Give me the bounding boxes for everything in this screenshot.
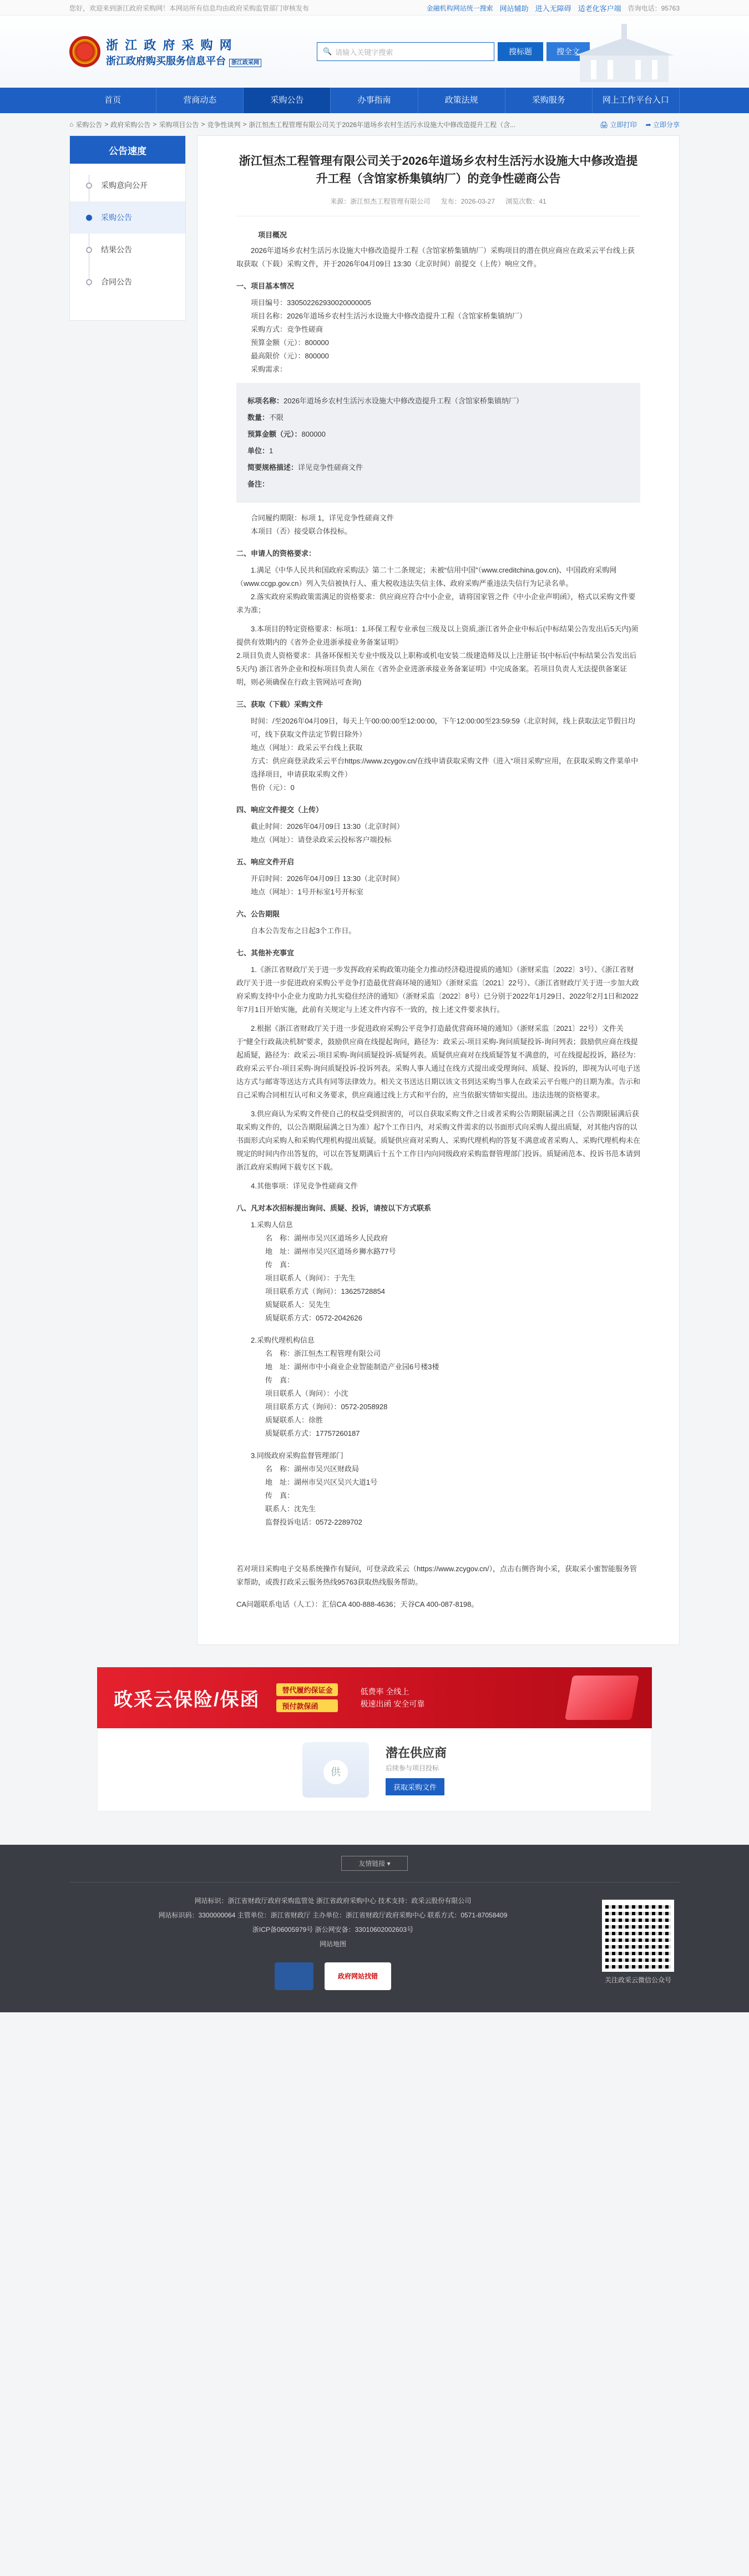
- site-error-report-badge[interactable]: 政府网站找错: [325, 1962, 391, 1990]
- timeline-dot-icon: [86, 279, 92, 285]
- sitemap-link[interactable]: 网站地图: [319, 1940, 346, 1948]
- search-placeholder: 请输入关键字搜索: [335, 48, 393, 57]
- sidebar-item-procurement[interactable]: 采购公告: [70, 201, 185, 234]
- sidebar-item-contract[interactable]: 合同公告: [70, 266, 185, 298]
- ad-tag: 预付款保函: [276, 1699, 338, 1712]
- contact-purchaser: 1.采购人信息 名 称：湖州市吴兴区道场乡人民政府 地 址：湖州市吴兴区道场乡狮水路77号 传 真： 项目联系人（询问）：于先生 项目联系方式（询问）：13625728854 质疑联系人：吴先生 质疑联系方式：0572-2042626: [251, 1221, 396, 1322]
- link-unified-search[interactable]: 金融机构网站统一搜索: [426, 4, 493, 12]
- search-bar: [317, 42, 590, 61]
- ad-brand: 政采云保险/保函: [114, 1689, 260, 1710]
- article-views: 浏览次数：41: [505, 198, 546, 205]
- nav-home[interactable]: 首页: [69, 88, 156, 113]
- insurance-ad-banner[interactable]: [97, 1667, 652, 1728]
- link-elderly-client[interactable]: 适老化客户端: [578, 4, 621, 13]
- footer-line: 网站标识：浙江省财政厅政府采购监管处 浙江省政府采购中心 技术支持：政采云股份有限公司: [194, 1897, 472, 1905]
- contact-agency: 2.采购代理机构信息 名 称：浙江恒杰工程管理有限公司 地 址：湖州市中小商业企业智能制造产业园6号楼3楼 传 真： 项目联系人（询问）：小沈 项目联系方式（询问）：0572-2058928 质疑联系人：徐胜 质疑联系方式：17757260187: [251, 1336, 439, 1438]
- article-source: 来源：浙江恒杰工程管理有限公司: [330, 198, 431, 205]
- search-title-button[interactable]: 搜标题: [498, 42, 543, 61]
- supplier-illustration-icon: [302, 1742, 369, 1798]
- section-contract-info: 合同履约期限：标项 1，详见竞争性磋商文件 本项目（否）接受联合体投标。: [251, 514, 394, 535]
- chevron-down-icon: ▾: [387, 1860, 391, 1868]
- site-logo[interactable]: [69, 36, 261, 68]
- print-button[interactable]: 🖨 立即打印: [600, 120, 637, 129]
- ca-contact: CA问题联系电话（人工）：汇信CA 400-888-4636；天谷CA 400-087-8198。: [236, 1600, 479, 1608]
- search-input[interactable]: [317, 42, 494, 61]
- contact-supervisor: 3.同级政府采购监督管理部门 名 称：湖州市吴兴区财政局 地 址：湖州市吴兴区吴兴大道1号 传 真： 联系人：沈先生 监督投诉电话：0572-2289702: [251, 1451, 378, 1526]
- ad-slogan: 低费率 全线上: [360, 1687, 409, 1696]
- get-documents-button[interactable]: 获取采购文件: [386, 1778, 444, 1795]
- section-title: 六、公告期限: [236, 910, 280, 918]
- footer-line: 网站标识码：3300000064 主管单位：浙江省财政厅 主办单位：浙江省财政厅政府采购中心 联系方式：0571-87058409: [158, 1911, 508, 1919]
- breadcrumb: ⌂ 采购公告 > 政府采购公告 > 采购项目公告 > 竞争性谈判 > 浙江恒杰工程管理有限公司关于2026年道场乡农村生活污水设施大中修改造提升工程（含... 🖨 立即打印 ➦ 立即分享: [69, 120, 680, 129]
- ad-slogan: 极速出函 安全可靠: [360, 1699, 425, 1708]
- sidebar-item-intent[interactable]: 采购意向公开: [70, 169, 185, 201]
- breadcrumb-item[interactable]: 采购公告: [75, 120, 103, 129]
- section-title: 三、获取（下载）采购文件: [236, 700, 323, 708]
- gov-emblem-icon[interactable]: [275, 1962, 313, 1990]
- logo-title: 浙 江 政 府 采 购 网: [106, 38, 234, 52]
- footer-line: 浙ICP备06005979号 浙公网安备：33010602002603号: [252, 1926, 414, 1934]
- section-basic-info: 项目编号：330502262930020000005 项目名称：2026年道场乡农村生活污水设施大中修改造提升工程（含馆家桥集镇纳厂） 采购方式：竞争性磋商 预算金额（元）：800000 最高限价（元）：800000 采购需求：: [251, 298, 527, 373]
- section-title: 八、凡对本次招标提出询问、质疑、投诉，请按以下方式联系: [236, 1204, 432, 1212]
- link-accessibility-help[interactable]: 网站辅助: [499, 4, 529, 13]
- nav-business-news[interactable]: 营商动态: [156, 88, 244, 113]
- section-title: 五、响应文件开启: [236, 858, 295, 866]
- link-barrier-free[interactable]: 进入无障碍: [535, 4, 571, 13]
- friend-links-select[interactable]: 友情链接 ▾: [341, 1856, 407, 1871]
- overview-text: 2026年道场乡农村生活污水设施大中修改造提升工程（含馆家桥集镇纳厂）采购项目的潜在供应商应在政采云平台线上获取获取（下载）采购文件，并于2026年04月09日 13:30（北京时间）前提交（上传）响应文件。: [236, 246, 635, 268]
- breadcrumb-item[interactable]: 竞争性谈判: [207, 120, 241, 129]
- sidebar: [69, 135, 186, 321]
- home-icon[interactable]: ⌂: [69, 120, 74, 128]
- hotline-text: 咨询电话：95763: [627, 4, 680, 12]
- site-footer: [0, 1845, 749, 2012]
- supplier-title: 潜在供应商: [385, 1746, 447, 1760]
- article-title: 浙江恒杰工程管理有限公司关于2026年道场乡农村生活污水设施大中修改造提升工程（含馆家桥集镇纳厂）的竞争性磋商公告: [239, 155, 638, 185]
- qr-code-icon: [602, 1900, 674, 1972]
- breadcrumb-item[interactable]: 采购项目公告: [159, 120, 199, 129]
- section-title: 四、响应文件提交（上传）: [236, 806, 323, 814]
- sidebar-item-result[interactable]: 结果公告: [70, 234, 185, 266]
- breadcrumb-item[interactable]: 政府采购公告: [110, 120, 151, 129]
- ad-tag: 替代履约保证金: [276, 1683, 338, 1696]
- sidebar-title: 公告速度: [70, 136, 185, 164]
- national-emblem-icon: [69, 36, 100, 67]
- share-button[interactable]: ➦ 立即分享: [645, 120, 680, 129]
- ad-illustration-icon: [565, 1676, 639, 1720]
- search-icon: 🔍: [323, 47, 332, 55]
- overview-title: 项目概况: [258, 231, 287, 239]
- top-bar: [0, 0, 749, 16]
- section-title: 二、申请人的资格要求：: [236, 549, 316, 558]
- logo-badge: 浙江政采网: [229, 59, 261, 67]
- requirement-box: 标项名称：2026年道场乡农村生活污水设施大中修改造提升工程（含馆家桥集镇纳厂） 数量：不限 预算金额（元）：800000 单位：1 简要规格描述：详见竞争性磋商文件 备注：: [236, 383, 640, 503]
- supplier-panel: [97, 1728, 652, 1811]
- nav-service-guide[interactable]: 办事指南: [331, 88, 418, 113]
- nav-work-platform[interactable]: 网上工作平台入口: [593, 88, 680, 113]
- timeline-dot-icon: [86, 215, 92, 221]
- closing-note: 若对项目采购电子交易系统操作有疑问，可登录政采云（https://www.zcygov.cn/），点击右侧咨询小采，获取采小蜜智能服务管家帮助，或拨打政采云服务热线95763获取热线服务帮助。: [236, 1565, 637, 1586]
- main-content: [69, 135, 680, 1645]
- supplier-subtitle: 后续参与项目投标: [385, 1764, 439, 1772]
- timeline-dot-icon: [86, 247, 92, 253]
- building-illustration-icon: [569, 21, 680, 82]
- article-date: 发布：2026-03-27: [441, 198, 495, 205]
- welcome-text: 您好，欢迎来到浙江政府采购网！本网站所有信息均由政府采购监管部门审核发布: [69, 4, 310, 12]
- main-nav: [0, 88, 749, 113]
- breadcrumb-current: 浙江恒杰工程管理有限公司关于2026年道场乡农村生活污水设施大中修改造提升工程（含...: [249, 120, 516, 129]
- section-title: 七、其他补充事宜: [236, 949, 295, 957]
- article: 浙江恒杰工程管理有限公司关于2026年道场乡农村生活污水设施大中修改造提升工程（含馆家桥集镇纳厂）的竞争性磋商公告 来源：浙江恒杰工程管理有限公司 发布：2026-03-27 浏览次数：41 项目概况 2026年道场乡农村生活污水设施大中修改造提升工程（含馆家桥集镇纳厂）采购项目的潜在供应商应在政采云平台线上获取获取（下载）采购文件，并于2026年04月09日 13:30（北京时间）前提交（上传）响应文件。 一、项目基本情况 项目编号：330502262930020000005 项目名称：2026年道场乡农村生活污水设施大中修改造提升工程（含馆家桥集镇纳厂） 采购方式：竞争性磋商 预算金额（元）：800000 最高限价（元）：800000 采购需求： 标项名称：2026年道场乡农村生活污水设施大中修改造提升工程（含馆家桥集镇纳厂） 数量：不限 预算金额（元）：800000 单位：1 简要规格描述：详见竞争性磋商文件 备注： 合同履约期限：标项 1，详见竞争性磋商文件 本项目（否）接受联合体投标。 二、申请人的资格要求： 1.满足《中华人民共和国政府采购法》第二十二条规定；未被“信用中国”（www.creditchina.gov.cn)、中国政府采购网（www.ccgp.gov.cn）列入失信被执行人、重大税收违法失信主体、政府采购严重违法失信行为记录名单。 2.落实政府采购政策需满足的资格要求：供应商应符合中小企业，请将国家管之件《中小企业声明函》，格式以采购文件要求为准； 3.本项目的特定资格要求：标项1：1.环保工程专业承包三级及以上资质,浙江省外企业中标后(中标结果公告发出后5天内)须提供有效期内的《省外企业进浙承接业务备案证明》 2.项目负责人资格要求：具备环保相关专业中级及以上职称或机电安装二级建造师及以上注册证书(中标后(中标结果公告发出后5天内) 浙江省外企业和投标项目负责人须在《省外企业进浙承接业务备案证明》中完成备案。若项目负责人无法提供备案证明，则必须确保在行政主管网站可查询) 三、获取（下载）采购文件 时间：/至2026年04月09日，每天上午00:00:00至12:00:00，下午12:00:00至23:59:59（北京时间，线上获取法定节假日均可，线下获取文件法定节假日除外） 地点（网址）：政采云平台线上获取 方式：供应商登录政采云平台https://www.zcygov.cn/在线申请获取采购文件（进入“项目采购”应用，在获取采购文件菜单中选择项目，申请获取采购文件） 售价（元）：0 四、响应文件提交（上传） 截止时间：2026年04月09日 13:30（北京时间） 地点（网址）：请登录政采云投标客户端投标 五、响应文件开启 开启时间：2026年04月09日 13:30（北京时间） 地点（网址）：1号开标室1号开标室 六、公告期限 自本公告发布之日起3个工作日。 七、其他补充事宜 1.《浙江省财政厅关于进一步发挥政府采购政策功能全力推动经济稳进提质的通知》（浙财采监〔2022〕3号）、《浙江省财政厅关于进一步促进政府采购公平竞争打造最优营商环境的通知》（浙财采监〔2021〕22号）、《浙江省财政厅关于进一步加大政府采购支持中小企业力度助力扎实稳住经济的通知》（浙财采监〔2022〕8号）已分别于2022年1月29日、2022年2月1日和2022年7月1日开始实施，此前有关规定与上述文件内容不一致的，按上述文件要求执行。 2.根据《浙江省财政厅关于进一步促进政府采购公平竞争打造最优营商环境的通知》（浙财采监〔2021〕22号）文件关于“健全行政裁决机制”要求，鼓励供应商在线提起询问，路径为：政采云-项目采购-询问质疑投诉-询问列表；鼓励供应商在线提起质疑，路径为：政采云-项目采购-询问质疑投诉-质疑列表。质疑供应商对在线质疑答复不满意的，可在线提起投诉，路径为：政府采云平台-项目采购-询问质疑投诉-投诉列表。采购人事人通过在线方式提出或受理询问、质疑、投诉的，即视为认可电子送达方式与邮寄等送达方式具有同等法律效力。相关文书送达日期以该文书到达采购当事人在政采云平台账户的日期为准。告示和自己采购合同相互认可和义务要求，供应商通过线上方式和平台的，应当依据实情如实提出。违法违规的资格要求。 3.供应商认为采购文件使自己的权益受到损害的，可以自获取采购文件之日或者采购公告期限届满之日（公告期限届满后获取采购文件的，以公告期限届满之日为准）起7个工作日内，对采购文件需求的以书面形式向采购人提出质疑，对其他内容的以书面形式向采购人和采购代理机构提出质疑。质疑供应商对采购人、采购代理机构的答复不满意或者采购人、采购代理机构未在规定的时间内作出答复的，可以在答复期满后十五个工作日内向同级政府采购监督管理部门投诉。质疑函范本、投诉书范本请到浙江政府采购网下载专区下载。 4.其他事项：详见竞争性磋商文件 八、凡对本次招标提出询问、质疑、投诉，请按以下方式联系 1.采购人信息 名 称：湖州市吴兴区道场乡人民政府 地 址：湖州市吴兴区道场乡狮水路77号 传 真： 项目联系人（询问）：于先生 项目联系方式（询问）：13625728854 质疑联系人：吴先生 质疑联系方式：0572-2042626 2.采购代理机构信息 名 称：浙江恒杰工程管理有限公司 地 址：湖州市中小商业企业智能制造产业园6号楼3楼 传 真： 项目联系人（询问）：小沈 项目联系方式（询问）：0572-2058928 质疑联系人：徐胜 质疑联系方式：17757260187 3.同级政府采购监督管理部门 名 称：湖州市吴兴区财政局 地 址：湖州市吴兴区吴兴大道1号 传 真： 联系人：沈先生 监督投诉电话：0572-2289702 若对项目采购电子交易系统操作有疑问，可登录政采云（https://www.zcygov.cn/），点击右侧咨询小采，获取采小蜜智能服务管家帮助，或拨打政采云服务热线95763获取热线服务帮助。 CA问题联系电话（人工）：汇信CA 400-888-4636；天谷CA 400-087-8198。: [197, 135, 680, 1645]
- qr-caption: 关注政采云微信公众号: [604, 1976, 671, 1984]
- nav-procurement-service[interactable]: 采购服务: [505, 88, 593, 113]
- section-title: 一、项目基本情况: [236, 282, 295, 290]
- site-header: [0, 16, 749, 88]
- logo-subtitle: 浙江政府购买服务信息平台 浙江政采网: [106, 53, 261, 68]
- article-meta: [236, 195, 640, 216]
- search-fulltext-button[interactable]: 搜全文: [546, 42, 590, 61]
- timeline-dot-icon: [86, 183, 92, 189]
- nav-policies[interactable]: 政策法规: [418, 88, 505, 113]
- nav-procurement-notices[interactable]: 采购公告: [244, 88, 331, 113]
